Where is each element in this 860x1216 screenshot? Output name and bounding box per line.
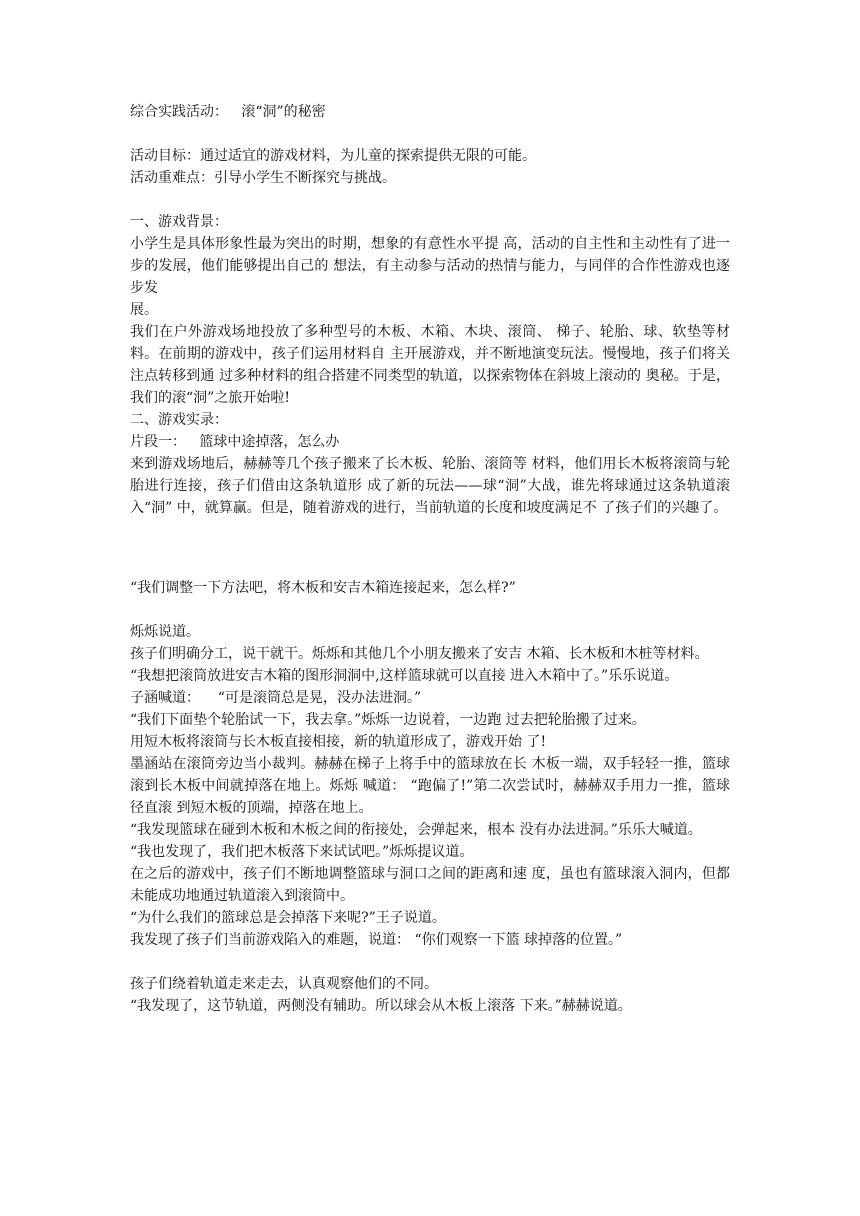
paragraph-divide-work: 孩子们明确分工，说干就干。烁烁和其他几个小朋友搬来了安吉 木箱、长木板和木桩等材料。 — [130, 646, 709, 662]
background-paragraph-2: 我们在户外游戏场地投放了多种型号的木板、木箱、木块、滚筒、 梯子、轮胎、球、软垫等材料。在前期的游戏中，孩子们运用材料自 主开展游戏，并不断地演变玩法。慢慢地，孩子们将关注点转移到通 过多种材料的组合搭建不同类型的轨道，以探索物体在斜坡上滚动的 奥秘。于是，我们的滚“洞”之旅开始啦! — [130, 324, 730, 406]
paragraph-short-board: 用短木板将滚筒与长木板直接相接，新的轨道形成了，游戏开始 了! — [130, 734, 547, 750]
section-heading-record: 二、游戏实录： — [130, 412, 228, 428]
paragraph-teacher: 我发现了孩子们当前游戏陷入的难题，说道： “你们观察一下篮 球掉落的位置。” — [130, 932, 623, 948]
background-paragraph-1: 小学生是具体形象性最为突出的时期，想象的有意性水平提 高，活动的自主性和主动性有了进一步的发展，他们能够提出自己的 想法，有主动参与活动的热情与能力，与同伴的合作性游戏也逐步发 — [130, 236, 730, 296]
paragraph-found: “我发现篮球在碰到木板和木板之间的衔接处，会弹起来，根本 没有办法进洞。”乐乐大喊道。 — [130, 822, 702, 838]
paragraph-lele-idea: “我想把滚筒放进安吉木箱的图形洞洞中,这样篮球就可以直接 进入木箱中了。”乐乐说道。 — [130, 668, 679, 684]
blank-line — [130, 189, 730, 211]
activity-goal: 活动目标：通过适宜的游戏材料，为儿童的探索提供无限的可能。 — [130, 148, 536, 164]
paragraph-tire: “我们下面垫个轮胎试一下，我去拿。”烁烁一边说着，一边跑 过去把轮胎搬了过来。 — [130, 712, 646, 728]
paragraph-zihan: 子涵喊道： “可是滚筒总是晃，没办法进洞。” — [130, 690, 422, 706]
paragraph-adjust: 在之后的游戏中，孩子们不断地调整篮球与洞口之间的距离和速 度，虽也有篮球滚入洞内，但都未能成功地通过轨道滚入到滚筒中。 — [130, 866, 730, 904]
background-paragraph-1-tail: 展。 — [130, 302, 158, 318]
paragraph-suggest: “我也发现了，我们把木板落下来试试吧。”烁烁提议道。 — [130, 844, 474, 860]
doc-title: 综合实践活动： 滚“洞”的秘密 — [130, 104, 326, 120]
document-body — [130, 101, 730, 1017]
activity-focus: 活动重难点：引导小学生不断探究与挑战。 — [130, 170, 396, 186]
clip-1-paragraph: 来到游戏场地后，赫赫等几个孩子搬来了长木板、轮胎、滚筒等 材料，他们用长木板将滚筒与轮胎进行连接，孩子们借由这条轨道形 成了新的玩法——球“洞”大战，谁先将球通过这条轨道滚入“洞” 中，就算赢。但是，随着游戏的进行，当前轨道的长度和坡度满足不 了孩子们的兴趣了。 — [130, 456, 730, 516]
paragraph-hehe: “我发现了，这节轨道，两侧没有辅助。所以球会从木板上滚落 下来。”赫赫说道。 — [130, 998, 632, 1014]
paragraph-why: “为什么我们的篮球总是会掉落下来呢?”王子说道。 — [130, 910, 446, 926]
blank-line — [130, 123, 730, 145]
paragraph-observe: 孩子们绕着轨道走来走去，认真观察他们的不同。 — [130, 976, 438, 992]
paragraph-referee: 墨涵站在滚筒旁边当小裁判。赫赫在梯子上将手中的篮球放在长 木板一端，双手轻轻一推，篮球滚到长木板中间就掉落在地上。烁烁 喊道： “跑偏了!”第二次尝试时，赫赫双手用力一推，篮球径直滚 到短木板的顶端，掉落在地上。 — [130, 756, 730, 816]
blank-line — [130, 599, 730, 621]
blank-line — [130, 951, 730, 973]
quote-adjust-method: “我们调整一下方法吧，将木板和安吉木箱连接起来，怎么样?” — [130, 580, 516, 596]
clip-1-title: 片段一： 篮球中途掉落，怎么办 — [130, 434, 340, 450]
blank-gap — [130, 519, 730, 577]
section-heading-background: 一、游戏背景： — [130, 214, 228, 230]
shuoshuo-said: 烁烁说道。 — [130, 624, 200, 640]
